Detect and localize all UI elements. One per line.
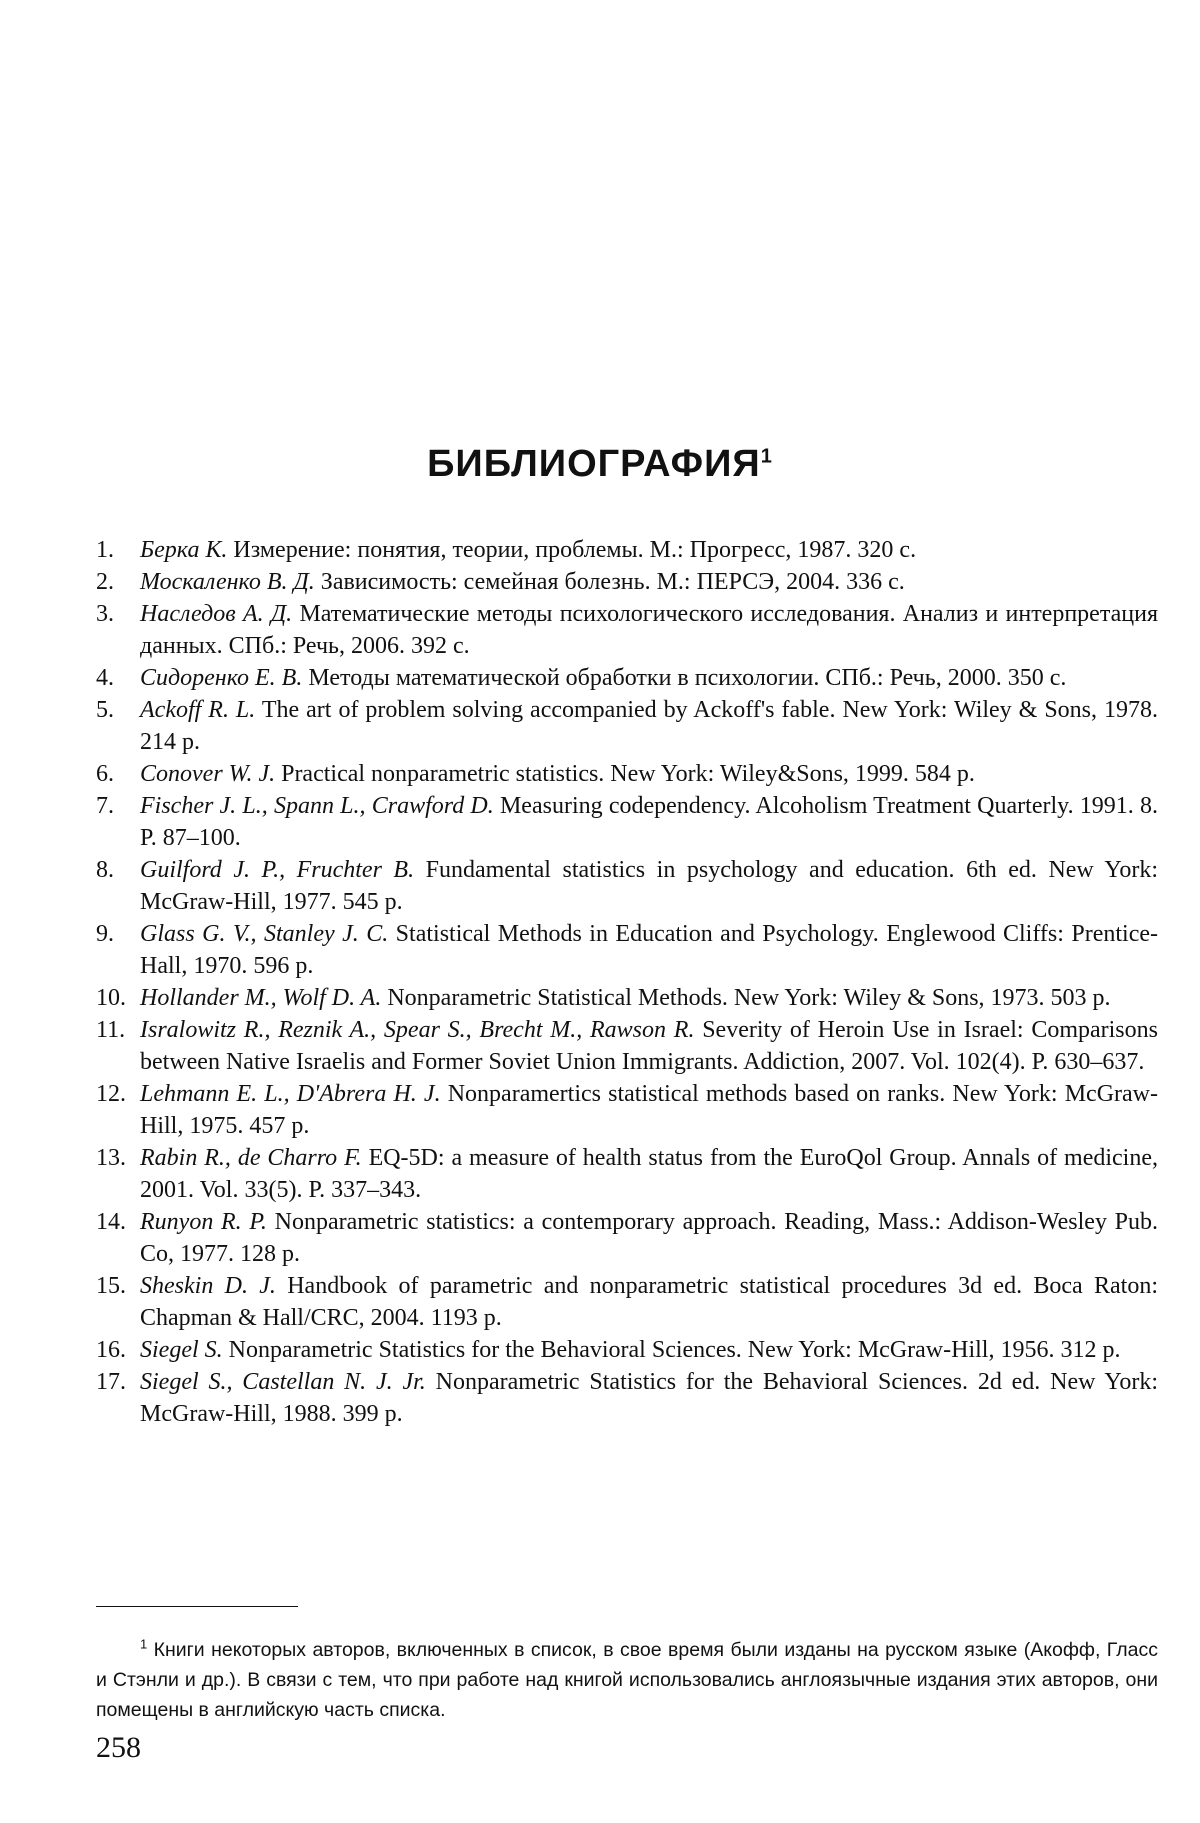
entry-author: Берка К.	[140, 537, 228, 563]
bibliography-list	[96, 534, 1158, 1430]
entry-number: 11.	[96, 1017, 126, 1043]
entry-author: Conover W. J.	[140, 761, 276, 787]
entry-text: Fundamental statistics in psychology and education. 6th ed. New York: McGraw-Hill, 1977. 545 p.	[140, 857, 1158, 915]
entry-number: 7.	[96, 793, 114, 819]
footnote	[96, 1635, 1158, 1725]
bibliography-entry	[96, 598, 1158, 662]
entry-number: 8.	[96, 857, 114, 883]
bibliography-entry	[96, 566, 1158, 598]
bibliography-entry	[96, 1334, 1158, 1366]
entry-author: Sheskin D. J.	[140, 1273, 276, 1299]
entry-number: 13.	[96, 1145, 126, 1171]
page-number: 258	[96, 1731, 141, 1764]
bibliography-entry	[96, 1142, 1158, 1206]
entry-author: Сидоренко Е. В.	[140, 665, 303, 691]
entry-author: Rabin R., de Charro F.	[140, 1145, 362, 1171]
bibliography-entry	[96, 1206, 1158, 1270]
entry-text: Practical nonparametric statistics. New York: Wiley&Sons, 1999. 584 p.	[275, 761, 975, 787]
entry-author: Glass G. V., Stanley J. C.	[140, 921, 389, 947]
page-title	[0, 441, 1200, 487]
entry-author: Runyon R. P.	[140, 1209, 267, 1235]
entry-author: Hollander M., Wolf D. A.	[140, 985, 382, 1011]
entry-number: 12.	[96, 1081, 126, 1107]
entry-number: 17.	[96, 1369, 126, 1395]
entry-text: Handbook of parametric and nonparametric statistical procedures 3d ed. Boca Raton: Chapman & Hall/CRC, 2004. 1193 p.	[140, 1273, 1159, 1331]
bibliography-entry	[96, 790, 1158, 854]
footnote-divider	[96, 1606, 298, 1607]
entry-author: Isralowitz R., Reznik A., Spear S., Brecht M., Rawson R.	[140, 1017, 695, 1043]
footnote-marker: 1	[140, 1636, 148, 1651]
title-footnote-marker: 1	[760, 445, 773, 468]
bibliography-entry	[96, 758, 1158, 790]
bibliography-entry	[96, 662, 1158, 694]
entry-number: 1.	[96, 537, 114, 563]
entry-text: Методы математической обработки в психологии. СПб.: Речь, 2000. 350 с.	[302, 665, 1067, 691]
page-title-text: БИБЛИОГРАФИЯ	[427, 443, 761, 486]
entry-number: 9.	[96, 921, 114, 947]
bibliography-entry	[96, 694, 1158, 758]
bibliography-entry	[96, 1078, 1158, 1142]
bibliography-entry	[96, 1366, 1158, 1430]
entry-number: 3.	[96, 601, 114, 627]
entry-number: 2.	[96, 569, 114, 595]
entry-number: 16.	[96, 1337, 126, 1363]
entry-text: Measuring codependency. Alcoholism Treatment Quarterly. 1991. 8. P. 87–100.	[140, 793, 1158, 851]
bibliography-entry	[96, 1270, 1158, 1334]
bibliography-entry	[96, 854, 1158, 918]
entry-number: 6.	[96, 761, 114, 787]
entry-text: Nonparametric Statistical Methods. New York: Wiley & Sons, 1973. 503 p.	[381, 985, 1111, 1011]
bibliography-entry	[96, 1014, 1158, 1078]
entry-number: 5.	[96, 697, 114, 723]
entry-text: Severity of Heroin Use in Israel: Comparisons between Native Israelis and Former Soviet Union Immigrants. Addiction, 2007. Vol. 102(4). P. 630–637.	[140, 1017, 1158, 1075]
entry-text: Измерение: понятия, теории, проблемы. М.: Прогресс, 1987. 320 с.	[227, 537, 917, 563]
entry-author: Наследов А. Д.	[140, 601, 293, 627]
entry-text: Statistical Methods in Education and Psychology. Englewood Cliffs: Prentice-Hall, 1970. 596 p.	[140, 921, 1158, 979]
entry-number: 14.	[96, 1209, 126, 1235]
entry-author: Lehmann E. L., D'Abrera H. J.	[140, 1081, 441, 1107]
entry-text: Математические методы психологического исследования. Анализ и интерпретация данных. СПб.: Речь, 2006. 392 с.	[140, 601, 1158, 659]
bibliography-entry	[96, 534, 1158, 566]
entry-author: Siegel S.	[140, 1337, 223, 1363]
entry-number: 4.	[96, 665, 114, 691]
entry-author: Москаленко В. Д.	[140, 569, 315, 595]
bibliography-entry	[96, 982, 1158, 1014]
entry-number: 15.	[96, 1273, 126, 1299]
entry-text: Nonparametric Statistics for the Behavioral Sciences. New York: McGraw-Hill, 1956. 312 p.	[222, 1337, 1121, 1363]
entry-text: Nonparametric Statistics for the Behavioral Sciences. 2d ed. New York: McGraw-Hill, 1988. 399 p.	[140, 1369, 1158, 1427]
entry-text: Nonparamertics statistical methods based on ranks. New York: McGraw-Hill, 1975. 457 p.	[140, 1081, 1158, 1139]
entry-author: Siegel S., Castellan N. J. Jr.	[140, 1369, 426, 1395]
entry-text: Зависимость: семейная болезнь. М.: ПЕРСЭ, 2004. 336 с.	[314, 569, 905, 595]
entry-text: Nonparametric statistics: a contemporary approach. Reading, Mass.: Addison-Wesley Pub. Co, 1977. 128 p.	[140, 1209, 1158, 1267]
entry-text: The art of problem solving accompanied by Ackoff's fable. New York: Wiley & Sons, 1978. 214 p.	[140, 697, 1158, 755]
entry-author: Guilford J. P., Fruchter B.	[140, 857, 415, 883]
footnote-text: Книги некоторых авторов, включенных в список, в свое время были изданы на русском языке (Акофф, Гласс и Стэнли и др.). В связи с тем, что при работе над книгой использовались англоязычные издания этих авторов, они помещены в английскую часть списка.	[96, 1638, 1158, 1721]
bibliography-entry	[96, 918, 1158, 982]
entry-text: EQ-5D: a measure of health status from the EuroQol Group. Annals of medicine, 2001. Vol. 33(5). P. 337–343.	[140, 1145, 1158, 1203]
entry-author: Fischer J. L., Spann L., Crawford D.	[140, 793, 494, 819]
entry-author: Ackoff R. L.	[140, 697, 256, 723]
entry-number: 10.	[96, 985, 126, 1011]
